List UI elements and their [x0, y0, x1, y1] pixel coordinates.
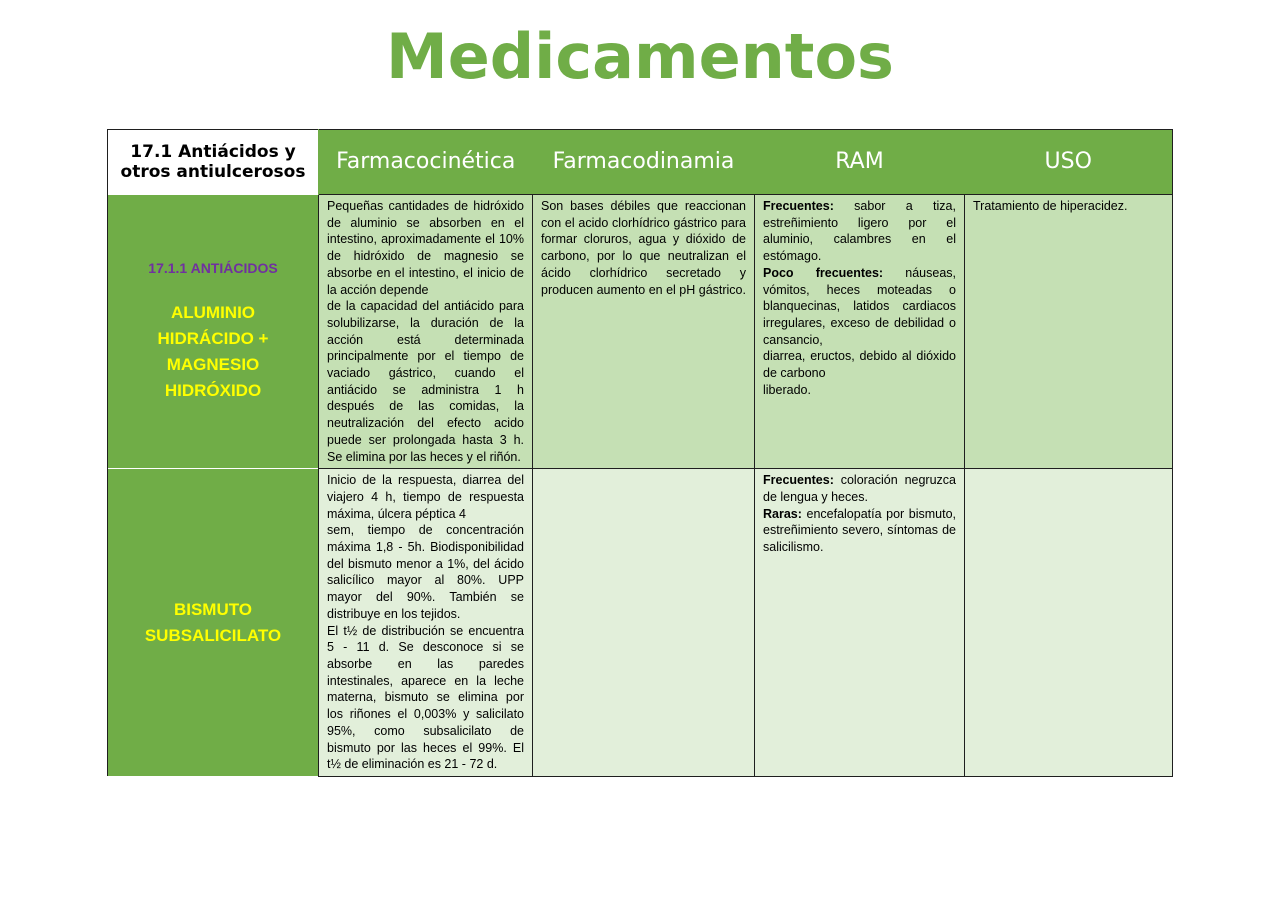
- farmacocinetica-cell: [319, 195, 533, 469]
- ram-text: náuseas, vómitos, heces moteadas o blanquecinas, latidos cardiacos irregulares, exceso de debilidad o cansancio,: [763, 265, 956, 347]
- ram-label: Frecuentes:: [763, 199, 834, 213]
- farmacocinetica-cell: [319, 469, 533, 777]
- header-ram: RAM: [755, 130, 965, 195]
- drug-name: BISMUTO SUBSALICILATO: [144, 599, 282, 645]
- ram-item: [763, 348, 956, 381]
- text-paragraph: de la capacidad del antiácido para solubilizarse, la duración de la acción está determinada principalmente por el tiempo de vaciado gástrico, cuando el antiácido se administra 1 h después de las comidas, la neutralización del efecto acido puede ser prolongada hasta 3 h. Se elimina por las heces y el riñón.: [327, 299, 524, 464]
- uso-cell: [965, 469, 1173, 777]
- drug-name: ALUMINIO HIDRÁCIDO + MAGNESIO HIDRÓXIDO: [157, 302, 269, 400]
- table-row: [108, 195, 1173, 469]
- ram-label: Frecuentes:: [763, 473, 834, 488]
- drug-cell: [108, 195, 319, 469]
- text-paragraph: El t½ de distribución se encuentra 5 - 11 d. Se desconoce si se absorbe en las paredes intestinales, aparece en la leche materna, bismuto se elimina por los riñones el 0,003% y salicilato 95%, como subsalicilato de bismuto por las heces el 99%. El t½ de eliminación es 21 - 72 d.: [327, 623, 524, 772]
- ram-text: sabor a tiza, estreñimiento ligero por el aluminio, calambres en el estómago.: [763, 199, 956, 264]
- uso-cell: Tratamiento de hiperacidez.: [965, 195, 1173, 469]
- ram-item: [763, 198, 956, 265]
- ram-cell: [755, 469, 965, 777]
- header-farmacodinamia: Farmacodinamia: [533, 130, 755, 195]
- ram-item: [763, 472, 956, 505]
- farmacodinamia-cell: [533, 195, 755, 469]
- text-paragraph: Son bases débiles que reaccionan con el acido clorhídrico gástrico para formar cloruros, agua y dióxido de carbono, por lo que neutralizan el ácido clorhídrico secretado y producen aumento en el pH gástrico.: [541, 199, 746, 297]
- ram-cell: [755, 195, 965, 469]
- table-row: [108, 469, 1173, 777]
- text-paragraph: Inicio de la respuesta, diarrea del viajero 4 h, tiempo de respuesta máxima, úlcera péptica 4: [327, 473, 524, 521]
- ram-label: Raras:: [763, 506, 802, 521]
- ram-item: [763, 382, 956, 399]
- ram-item: [763, 506, 956, 556]
- drug-cell: [108, 469, 319, 777]
- header-section: 17.1 Antiácidos y otros antiulcerosos: [108, 130, 319, 195]
- header-farmacocinetica-label: Farmacocinética: [336, 149, 516, 174]
- ram-text: encefalopatía por bismuto, estreñimiento severo, síntomas de salicilismo.: [763, 506, 956, 555]
- text-paragraph: Pequeñas cantidades de hidróxido de aluminio se absorben en el intestino, aproximadamente el 10% de hidróxido de magnesio se absorbe en el intestino, el inicio de la acción depende: [327, 199, 524, 297]
- text-paragraph: sem, tiempo de concentración máxima 1,8 - 5h. Biodisponibilidad del bismuto menor a 1%, del ácido salicílico mayor al 80%. UPP mayor del 90%. También se distribuye en los tejidos.: [327, 523, 524, 621]
- ram-item: [763, 265, 956, 349]
- header-farmacocinetica: [319, 130, 533, 195]
- ram-text: diarrea, eructos, debido al dióxido de carbono: [763, 349, 956, 381]
- ram-text: liberado.: [763, 382, 811, 397]
- medications-table: [107, 129, 1173, 777]
- header-uso: USO: [965, 130, 1173, 195]
- subsection-title: 17.1.1 ANTIÁCIDOS: [148, 259, 278, 276]
- ram-text: coloración negruzca de lengua y heces.: [763, 473, 956, 504]
- header-row: [108, 130, 1173, 195]
- page-title: Medicamentos: [386, 20, 894, 93]
- ram-label: Poco frecuentes:: [763, 265, 884, 280]
- farmacodinamia-cell: [533, 469, 755, 777]
